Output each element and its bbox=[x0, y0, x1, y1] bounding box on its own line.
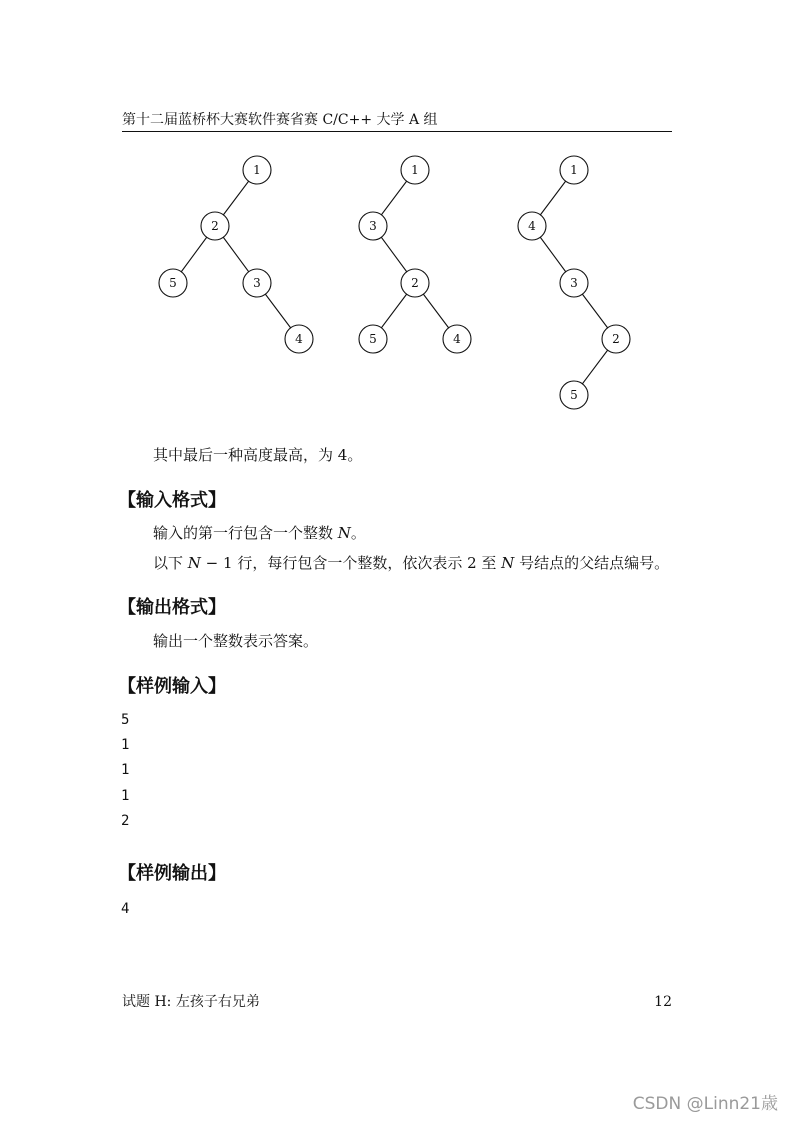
output-format-heading: 【输出格式】 bbox=[118, 597, 226, 618]
watermark: CSDN @Linn21歳 bbox=[632, 1094, 778, 1114]
variable-n: N bbox=[501, 554, 515, 572]
tree-node-label: 5 bbox=[570, 388, 578, 402]
tree-node-label: 5 bbox=[169, 276, 177, 290]
tree-node-1 bbox=[560, 156, 588, 184]
tree-node-2 bbox=[201, 212, 229, 240]
input-line2-prefix: 以下 bbox=[153, 554, 188, 572]
tree-node-label: 2 bbox=[612, 332, 620, 346]
tree-node-label: 2 bbox=[211, 219, 219, 233]
input-format-line-1 bbox=[153, 523, 366, 543]
tree-node-3 bbox=[243, 269, 271, 297]
tree-node-2 bbox=[602, 325, 630, 353]
tree-node-1 bbox=[243, 156, 271, 184]
tree-node-3 bbox=[359, 212, 387, 240]
input-format-line-2 bbox=[153, 553, 669, 573]
height-note-suffix: 。 bbox=[347, 446, 363, 464]
tree-node-1 bbox=[401, 156, 429, 184]
tree-diagrams bbox=[0, 0, 793, 420]
tree-node-4 bbox=[285, 325, 313, 353]
sample-input-line: 2 bbox=[121, 813, 130, 829]
tree-node-label: 3 bbox=[253, 276, 261, 290]
tree-node-5 bbox=[359, 325, 387, 353]
sample-input-line: 5 bbox=[121, 712, 130, 728]
input-line2-mid: − 1 行，每行包含一个整数，依次表示 2 至 bbox=[200, 554, 502, 572]
variable-n: N bbox=[187, 554, 201, 572]
page-header-title: 第十二届蓝桥杯大赛软件赛省赛 C/C++ 大学 A 组 bbox=[122, 112, 438, 128]
tree-node-label: 1 bbox=[570, 163, 578, 177]
height-note-value: 4 bbox=[337, 446, 348, 464]
sample-input-line: 1 bbox=[121, 788, 130, 804]
tree-node-label: 1 bbox=[411, 163, 419, 177]
height-note-prefix: 其中最后一种高度最高，为 bbox=[153, 446, 338, 464]
sample-input-line: 1 bbox=[121, 762, 130, 778]
tree-node-5 bbox=[159, 269, 187, 297]
tree-node-5 bbox=[560, 381, 588, 409]
height-note bbox=[153, 445, 362, 465]
output-format-line-1: 输出一个整数表示答案。 bbox=[153, 632, 319, 650]
sample-output-line: 4 bbox=[121, 901, 130, 917]
sample-input-line: 1 bbox=[121, 737, 130, 753]
tree-node-label: 3 bbox=[570, 276, 578, 290]
tree-node-label: 4 bbox=[295, 332, 303, 346]
sample-output-heading: 【样例输出】 bbox=[118, 863, 226, 884]
tree-node-label: 1 bbox=[253, 163, 261, 177]
input-line1-prefix: 输入的第一行包含一个整数 bbox=[153, 524, 338, 542]
variable-n: N bbox=[337, 524, 351, 542]
input-format-heading: 【输入格式】 bbox=[118, 490, 226, 511]
tree-3 bbox=[518, 156, 630, 409]
tree-1 bbox=[159, 156, 313, 353]
footer-page-number: 12 bbox=[654, 994, 672, 1010]
tree-node-4 bbox=[518, 212, 546, 240]
tree-node-3 bbox=[560, 269, 588, 297]
sample-input-heading: 【样例输入】 bbox=[118, 676, 226, 697]
tree-node-label: 3 bbox=[369, 219, 377, 233]
tree-2 bbox=[359, 156, 471, 353]
tree-node-label: 2 bbox=[411, 276, 419, 290]
tree-node-label: 4 bbox=[528, 219, 536, 233]
input-line1-suffix: 。 bbox=[350, 524, 366, 542]
tree-node-4 bbox=[443, 325, 471, 353]
footer-problem-label: 试题 H: 左孩子右兄弟 bbox=[122, 994, 260, 1010]
tree-node-label: 4 bbox=[453, 332, 461, 346]
tree-node-label: 5 bbox=[369, 332, 377, 346]
tree-node-2 bbox=[401, 269, 429, 297]
input-line2-suffix: 号结点的父结点编号。 bbox=[514, 554, 670, 572]
